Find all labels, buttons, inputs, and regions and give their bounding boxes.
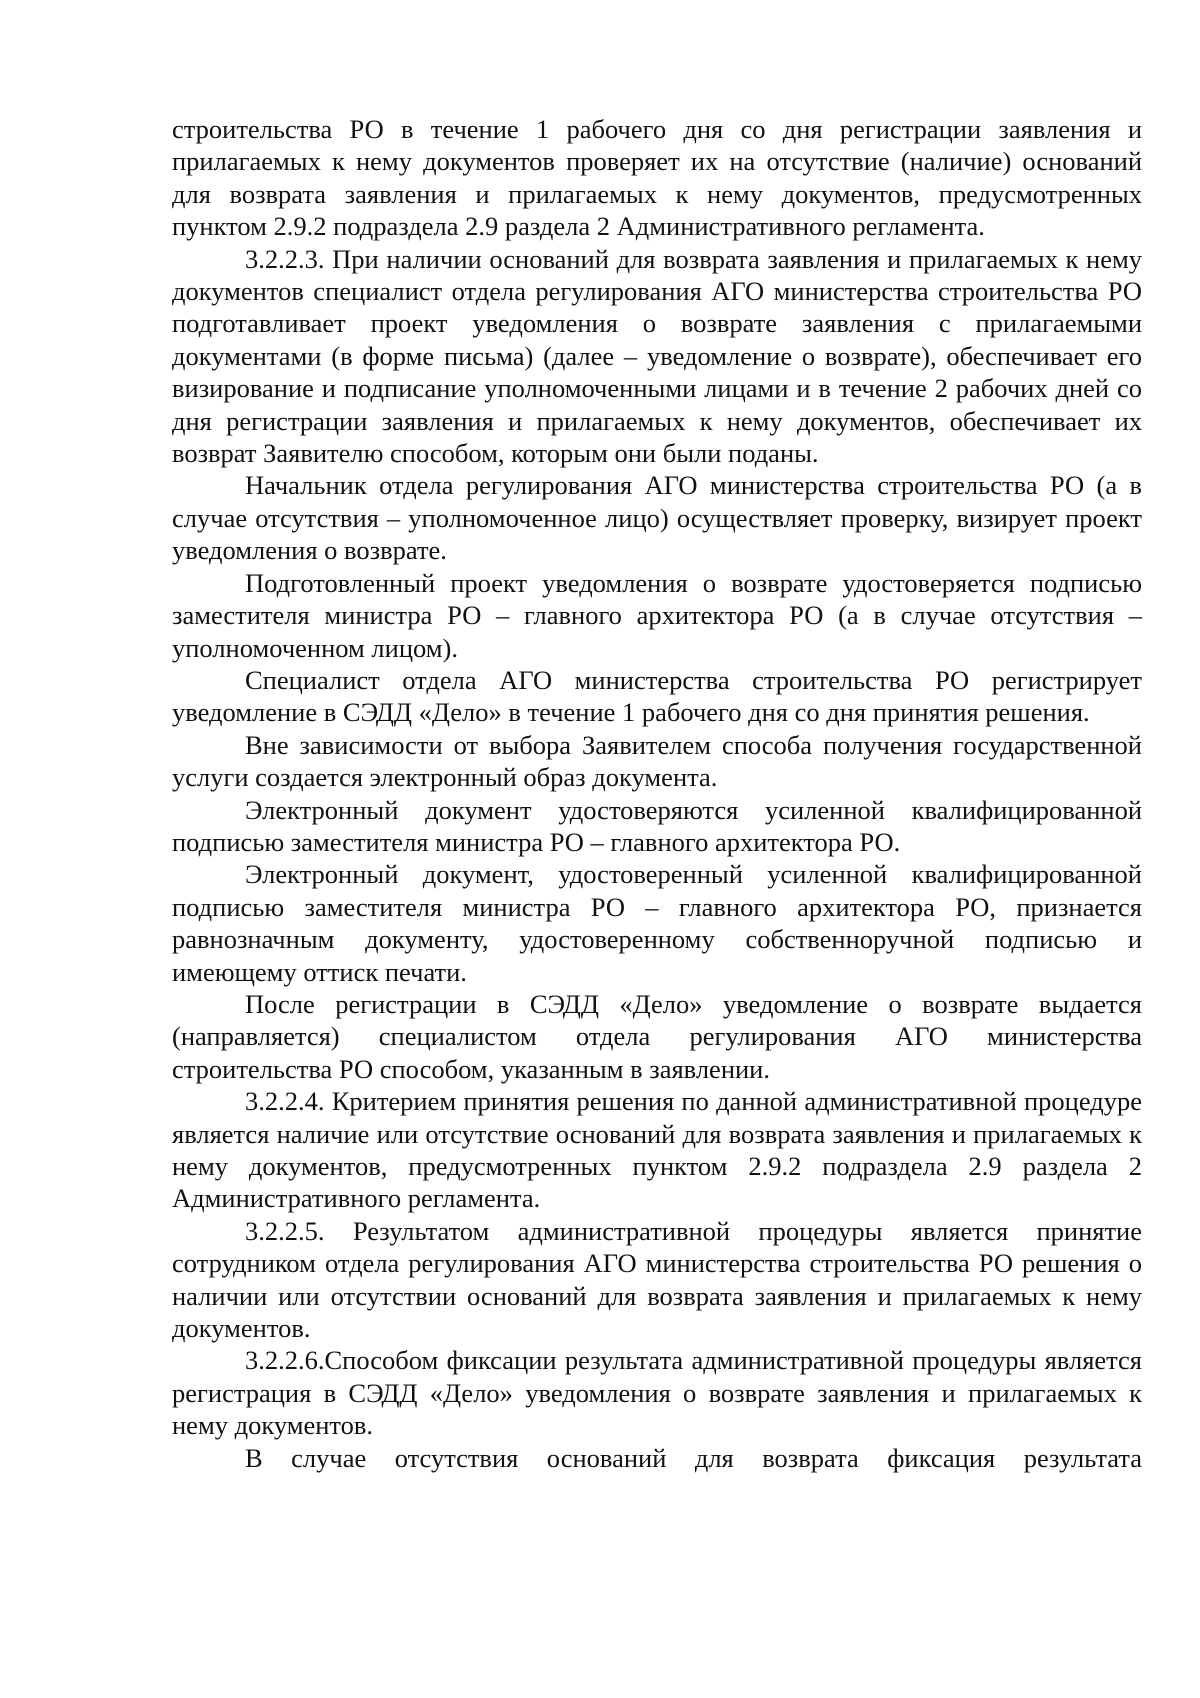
paragraph-final-fragment: В случае отсутствия оснований для возврата фиксация результата: [245, 1442, 1142, 1473]
paragraph-head-review: Начальник отдела регулирования АГО министерства строительства РО (а в случае отсутствия – уполномоченное лицо) осуществляет проверку, визирует проект уведомления о возврате.: [172, 470, 1142, 566]
paragraph-electronic-doc-signed: Электронный документ удостоверяются усиленной квалифицированной подписью заместителя министра РО – главного архитектора РО.: [172, 794, 1142, 857]
paragraph-3-2-2-4: 3.2.2.4. Критерием принятия решения по данной административной процедуре является наличие или отсутствие оснований для возврата заявления и прилагаемых к нему документов, предусмотренных пунктом 2.9.2 подраздела 2.9 раздела 2 Административного регламента.: [172, 1086, 1142, 1214]
paragraph-issuance: После регистрации в СЭДД «Дело» уведомление о возврате выдается (направляется) специалистом отдела регулирования АГО министерства строительства РО способом, указанным в заявлении.: [172, 988, 1142, 1084]
paragraph-electronic-image: Вне зависимости от выбора Заявителем способа получения государственной услуги создается электронный образ документа.: [172, 729, 1142, 793]
document-body: [172, 113, 1142, 1474]
paragraph-signature: Подготовленный проект уведомления о возврате удостоверяется подписью заместителя министра РО – главного архитектора РО (а в случае отсутствия – уполномоченном лицом).: [172, 567, 1142, 663]
paragraph-3-2-2-6: 3.2.2.6.Способом фиксации результата административной процедуры является регистрация в СЭДД «Дело» уведомления о возврате заявления и прилагаемых к нему документов.: [172, 1345, 1142, 1441]
paragraph-3-2-2-3: 3.2.2.3. При наличии оснований для возврата заявления и прилагаемых к нему документов специалист отдела регулирования АГО министерства строительства РО подготавливает проект уведомления о возврате заявления с прилагаемыми документами (в форме письма) (далее – уведомление о возврате), обеспечивает его визирование и подписание уполномоченными лицами и в течение 2 рабочих дней со дня регистрации заявления и прилагаемых к нему документов, обеспечивает их возврат Заявителю способом, которым они были поданы.: [172, 243, 1142, 469]
paragraph-electronic-doc-equivalent: Электронный документ, удостоверенный усиленной квалифицированной подписью заместителя министра РО – главного архитектора РО, признается равнозначным документу, удостоверенному собственноручной подписью и имеющему оттиск печати.: [172, 859, 1142, 987]
paragraph-3-2-2-5: 3.2.2.5. Результатом административной процедуры является принятие сотрудником отдела регулирования АГО министерства строительства РО решения о наличии или отсутствии оснований для возврата заявления и прилагаемых к нему документов.: [172, 1215, 1142, 1344]
paragraph-registration: Специалист отдела АГО министерства строительства РО регистрирует уведомление в СЭДД «Дело» в течение 1 рабочего дня со дня принятия решения.: [172, 664, 1142, 728]
paragraph-continuation: строительства РО в течение 1 рабочего дня со дня регистрации заявления и прилагаемых к нему документов проверяет их на отсутствие (наличие) оснований для возврата заявления и прилагаемых к нему документов, предусмотренных пунктом 2.9.2 подраздела 2.9 раздела 2 Административного регламента.: [172, 114, 1142, 242]
